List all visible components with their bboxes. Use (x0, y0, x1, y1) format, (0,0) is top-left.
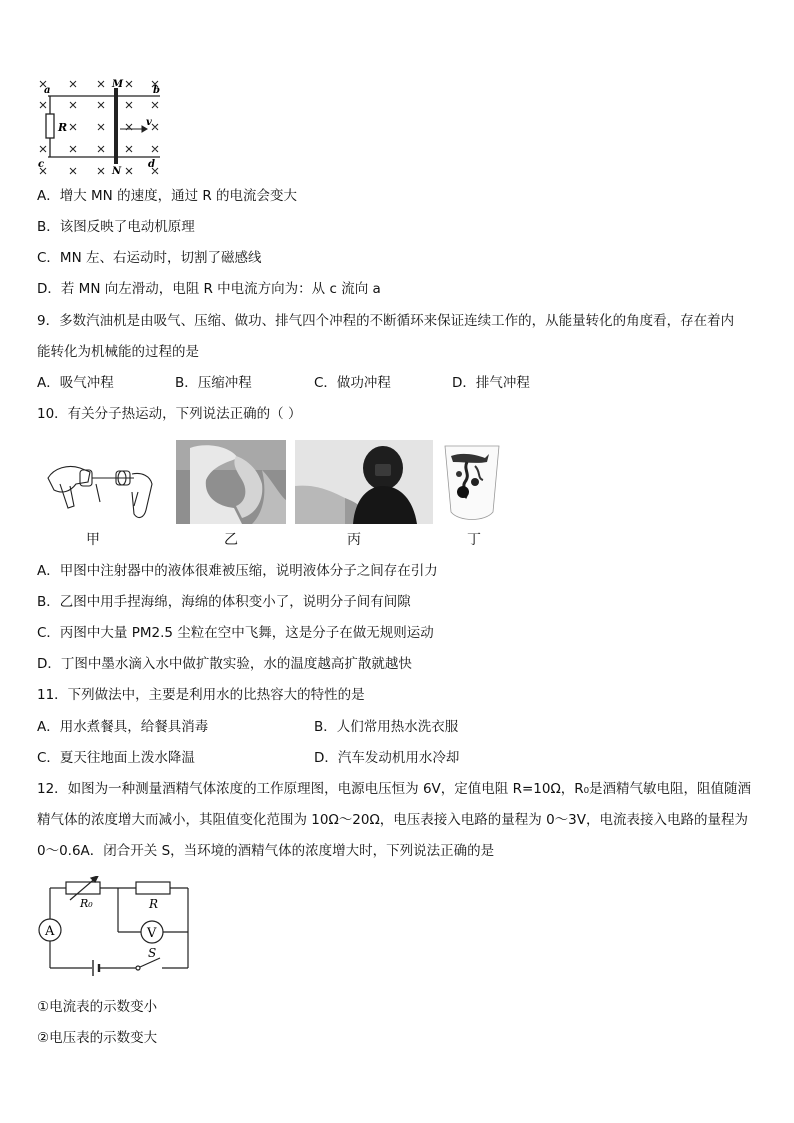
label-N: N (112, 166, 122, 177)
q10-option-c: C．丙图中大量 PM2.5 尘粒在空中飞舞，这是分子在做无规则运动 (37, 625, 434, 641)
metal-rod-MN (114, 88, 118, 164)
q10-caption-yi: 乙 (224, 532, 238, 548)
q10-caption-ding: 丁 (467, 532, 481, 548)
q10-caption-jia: 甲 (86, 532, 100, 548)
q12-stem-line1: 12．如图为一种测量酒精气体浓度的工作原理图，电源电压恒为 6V，定值电阻 R=10Ω，R₀是酒精气敏电阻，阻值随酒 (37, 781, 752, 797)
resistor-R (46, 114, 54, 138)
label-S: S (148, 946, 157, 960)
q10-figure-bing-smog-photo (295, 440, 433, 524)
q9-option-b: B．压缩冲程 (175, 375, 252, 391)
q12-stem-line3: 0～0.6A．闭合开关 S，当环境的酒精气体的浓度增大时，下列说法正确的是 (37, 843, 495, 859)
q10-stem: 10．有关分子热运动，下列说法正确的（ ） (37, 406, 302, 422)
q11-option-a: A．用水煮餐具，给餐具消毒 (37, 719, 209, 735)
q11-stem: 11．下列做法中，主要是利用水的比热容大的特性的是 (37, 687, 365, 703)
q10-figure-jia-syringe (40, 448, 158, 528)
label-c: c (38, 159, 45, 170)
label-b: b (153, 85, 160, 96)
q10-figure-ding-ink-diffusion (441, 442, 503, 524)
q11-option-d: D．汽车发动机用水冷却 (314, 750, 460, 766)
q12-stem-line2: 精气体的浓度增大而减小，其阻值变化范围为 10Ω～20Ω，电压表接入电路的量程为 0～3V，电流表接入电路的量程为 (37, 812, 748, 828)
label-A: A (45, 924, 55, 939)
label-M: M (112, 79, 124, 90)
gas-sensor-R0 (66, 882, 100, 894)
q12-statement-2: ②电压表的示数变大 (37, 1030, 158, 1046)
label-V: V (147, 926, 157, 941)
q12-statement-1: ①电流表的示数变小 (37, 999, 158, 1015)
q10-option-a: A．甲图中注射器中的液体很难被压缩，说明液体分子之间存在引力 (37, 563, 438, 579)
q10-caption-bing: 丙 (347, 532, 361, 548)
resistor-R (136, 882, 170, 894)
q8-option-b: B．该图反映了电动机原理 (37, 219, 195, 235)
q9-stem-line2: 能转化为机械能的过程的是 (37, 344, 199, 360)
q8-option-a: A．增大 MN 的速度，通过 R 的电流会变大 (37, 188, 298, 204)
label-R0: R₀ (80, 897, 93, 910)
velocity-arrow (120, 126, 147, 132)
label-a: a (44, 85, 51, 96)
label-R: R (58, 121, 68, 134)
q8-circuit-diagram (34, 76, 169, 180)
q10-option-d: D．丁图中墨水滴入水中做扩散实验，水的温度越高扩散就越快 (37, 656, 412, 672)
q9-option-c: C．做功冲程 (314, 375, 391, 391)
q9-option-d: D．排气冲程 (452, 375, 530, 391)
q10-figure-yi-sponge-photo (176, 440, 286, 524)
q12-circuit-diagram (36, 876, 196, 978)
q8-option-d: D．若 MN 向左滑动，电阻 R 中电流方向为：从 c 流向 a (37, 281, 381, 297)
q11-option-b: B．人们常用热水洗衣服 (314, 719, 459, 735)
label-d: d (148, 159, 155, 170)
q9-stem-line1: 9．多数汽油机是由吸气、压缩、做功、排气四个冲程的不断循环来保证连续工作的，从能量转化的角度看，存在着内 (37, 313, 735, 329)
q11-option-c: C．夏天往地面上泼水降温 (37, 750, 195, 766)
label-R: R (149, 897, 159, 911)
battery-symbol (93, 960, 99, 976)
q9-option-a: A．吸气冲程 (37, 375, 114, 391)
label-v: v (146, 117, 152, 128)
q10-option-b: B．乙图中用手捏海绵，海绵的体积变小了，说明分子间有间隙 (37, 594, 411, 610)
q8-option-c: C．MN 左、右运动时，切割了磁感线 (37, 250, 262, 266)
